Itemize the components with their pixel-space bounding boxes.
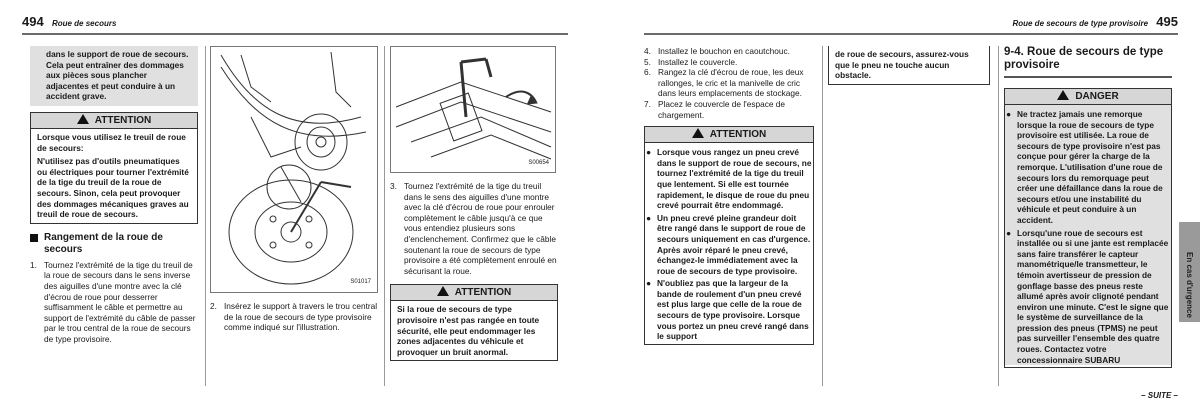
- figure-illustration: [391, 47, 555, 172]
- square-bullet-icon: [30, 234, 38, 242]
- danger-header: [1005, 89, 1171, 105]
- attention-box-3: [644, 126, 814, 345]
- left-header-rule: [22, 33, 568, 35]
- continued-marker: – SUITE –: [1141, 391, 1178, 400]
- right-page-title: Roue de secours de type provisoire: [1012, 19, 1149, 28]
- left-page-number: 494: [22, 14, 44, 29]
- step-number: 6.: [644, 67, 651, 78]
- step-item: [644, 99, 814, 120]
- attention-header: [391, 285, 557, 301]
- attention-bullet: ● Lorsque vous rangez un pneu crevé dans le support de roue de secours, ne tournez l'extrémité de la tige du treuil que lentement. Si elle est tournée rapidement, le disque de roue du pneu crevé pourrait être endommagé.: [646, 147, 812, 211]
- figure-illustration: [211, 47, 377, 292]
- right-page-number: 495: [1156, 14, 1178, 29]
- warning-continuation: dans le support de roue de secours. Cela peut entraîner des dommages aux pièces sous plancher adjacentes et peut conduire à un accident grave.: [30, 46, 198, 106]
- step-item: [390, 181, 558, 276]
- warning-triangle-icon: [437, 286, 449, 296]
- attention-continuation: de roue de secours, assurez-vous que le pneu ne touche aucun obstacle.: [828, 46, 990, 85]
- right-column-1: [644, 46, 814, 345]
- left-column-1: [30, 46, 198, 344]
- step-number: 3.: [390, 181, 397, 191]
- figure-winch-tool: [390, 46, 556, 173]
- step-item: [644, 57, 814, 68]
- danger-bullet: ● Ne tractez jamais une remorque lorsque la roue de secours de type provisoire est utilisée. La roue de secours de type provisoire n'est pas conçue pour gérer la charge de la remorque. L'utilisation d'une roue de secours lors du remorquage peut créer une défaillance dans la roue de secours et/ou une instabilité du véhicule et peut conduire à un accident.: [1006, 109, 1163, 225]
- figure-code: S00654: [528, 160, 549, 167]
- attention-bullet: ● Un pneu crevé pleine grandeur doit être rangé dans le support de roue de secours uniquement en cas d'urgence. Après avoir réparé le pneu crevé, échangez-le immédiatement avec la roue de secours de type provisoire.: [646, 212, 811, 276]
- section-heading: [30, 232, 198, 256]
- step-number: 5.: [644, 56, 651, 67]
- attention-body: [31, 129, 197, 223]
- attention-label: ATTENTION: [454, 287, 512, 299]
- right-page: [600, 0, 1200, 402]
- section-title: 9-4. Roue de secours de type provisoire: [1004, 46, 1172, 78]
- warning-triangle-icon: [1057, 90, 1069, 100]
- attention-header: [31, 113, 197, 129]
- steps-list-1: [30, 260, 198, 345]
- column-divider: [998, 46, 999, 386]
- attention-text: N'utilisez pas d'outils pneumatiques ou électriques pour tourner l'extrémité de la tige du treuil de la roue de secours. Sinon, cela peut provoquer des dommages mécaniques graves au treuil de roue de secours.: [37, 156, 189, 220]
- figure-spare-wheel-winch: [210, 46, 378, 293]
- attention-box-1: [30, 112, 198, 224]
- left-column-2: [210, 46, 380, 333]
- left-header: [22, 14, 116, 34]
- column-divider: [205, 46, 206, 386]
- attention-bullet: ● N'oubliez pas que la largeur de la bande de roulement d'un pneu crevé est plus large que celle de la roue de secours de type provisoire. Lorsque vous portez un pneu crevé rangé dans le support: [646, 278, 809, 342]
- figure-code: S01017: [350, 279, 371, 286]
- warning-triangle-icon: [692, 128, 704, 138]
- danger-bullets: [1005, 105, 1171, 365]
- left-column-3: [390, 46, 558, 361]
- step-number: 2.: [210, 301, 217, 311]
- steps-list-3: [390, 181, 558, 276]
- warning-triangle-icon: [77, 114, 89, 124]
- right-header: [1012, 14, 1178, 34]
- right-column-3: [1004, 46, 1172, 368]
- attention-box-2: [390, 284, 558, 361]
- step-text: Installez le bouchon en caoutchouc.: [658, 46, 790, 56]
- step-item: [30, 260, 198, 345]
- danger-label: DANGER: [1075, 91, 1119, 102]
- side-tab-label: En cas d'urgence: [1185, 252, 1194, 318]
- attention-header: [645, 127, 813, 143]
- step-item: [644, 67, 814, 99]
- right-header-rule: [644, 33, 1178, 35]
- left-page-title: Roue de secours: [51, 19, 117, 28]
- danger-box: [1004, 88, 1172, 368]
- right-column-2: [828, 46, 990, 85]
- step-item: [210, 301, 380, 333]
- attention-label: ATTENTION: [709, 129, 767, 141]
- step-item: [644, 46, 814, 57]
- steps-list-4: [644, 46, 814, 120]
- column-divider: [384, 46, 385, 386]
- step-text: Tournez l'extrémité de la tige du treuil dans le sens des aiguilles d'une montre avec la clé d'écrou de roue pour enrouler complètement le câble jusqu'à ce que vous entendiez plusieurs sons d'enclenchement. Confirmez que le câble soutenant la roue de secours de type provisoire a été complètement enroulé en sécurisant la roue.: [404, 181, 557, 276]
- danger-bullet: ● Lorsqu'une roue de secours est installée ou si une jante est remplacée sans faire transférer le capteur manométrique/le transmetteur, le témoin avertisseur de pression de gonflage basse des pneus reste allumé après avoir clignoté pendant environ une minute. C'est le signe que le système de surveillance de la pression des pneus (TPMS) ne peut pas surveiller l'ensemble des quatre roues. Contactez votre concessionnaire SUBARU: [1006, 227, 1169, 365]
- attention-bullets: [645, 143, 813, 342]
- attention-text: Si la roue de secours de type provisoire n'est pas rangée en toute sécurité, elle peut endommager les zones adjacentes du véhicule et provoquer un bruit anormal.: [397, 304, 540, 357]
- step-number: 4.: [644, 46, 651, 56]
- attention-label: ATTENTION: [94, 114, 152, 126]
- step-number: 7.: [644, 98, 651, 109]
- section-title: Rangement de la roue de secours: [44, 231, 163, 255]
- step-text: Tournez l'extrémité de la tige du treuil de la roue de secours dans le sens inverse des aiguilles d'une montre avec la clé d'écrou de roue pour desserrer suffisamment le câble et permettre au support de l'extrémité du câble de passer par le trou central de la roue de secours de type provisoire.: [44, 259, 196, 344]
- steps-list-2: [210, 301, 380, 333]
- step-text: Installez le couvercle.: [658, 56, 738, 67]
- step-text: Placez le couvercle de l'espace de chargement.: [658, 98, 786, 120]
- column-divider: [822, 46, 823, 386]
- step-number: 1.: [30, 259, 37, 270]
- step-text: Rangez la clé d'écrou de roue, les deux rallonges, le cric et la manivelle de cric dans leurs emplacements de stockage.: [658, 67, 804, 99]
- step-text: Insérez le support à travers le trou central de la roue de secours de type provisoire comme indiqué sur l'illustration.: [224, 301, 378, 333]
- attention-intro: Lorsque vous utilisez le treuil de roue de secours:: [37, 131, 186, 153]
